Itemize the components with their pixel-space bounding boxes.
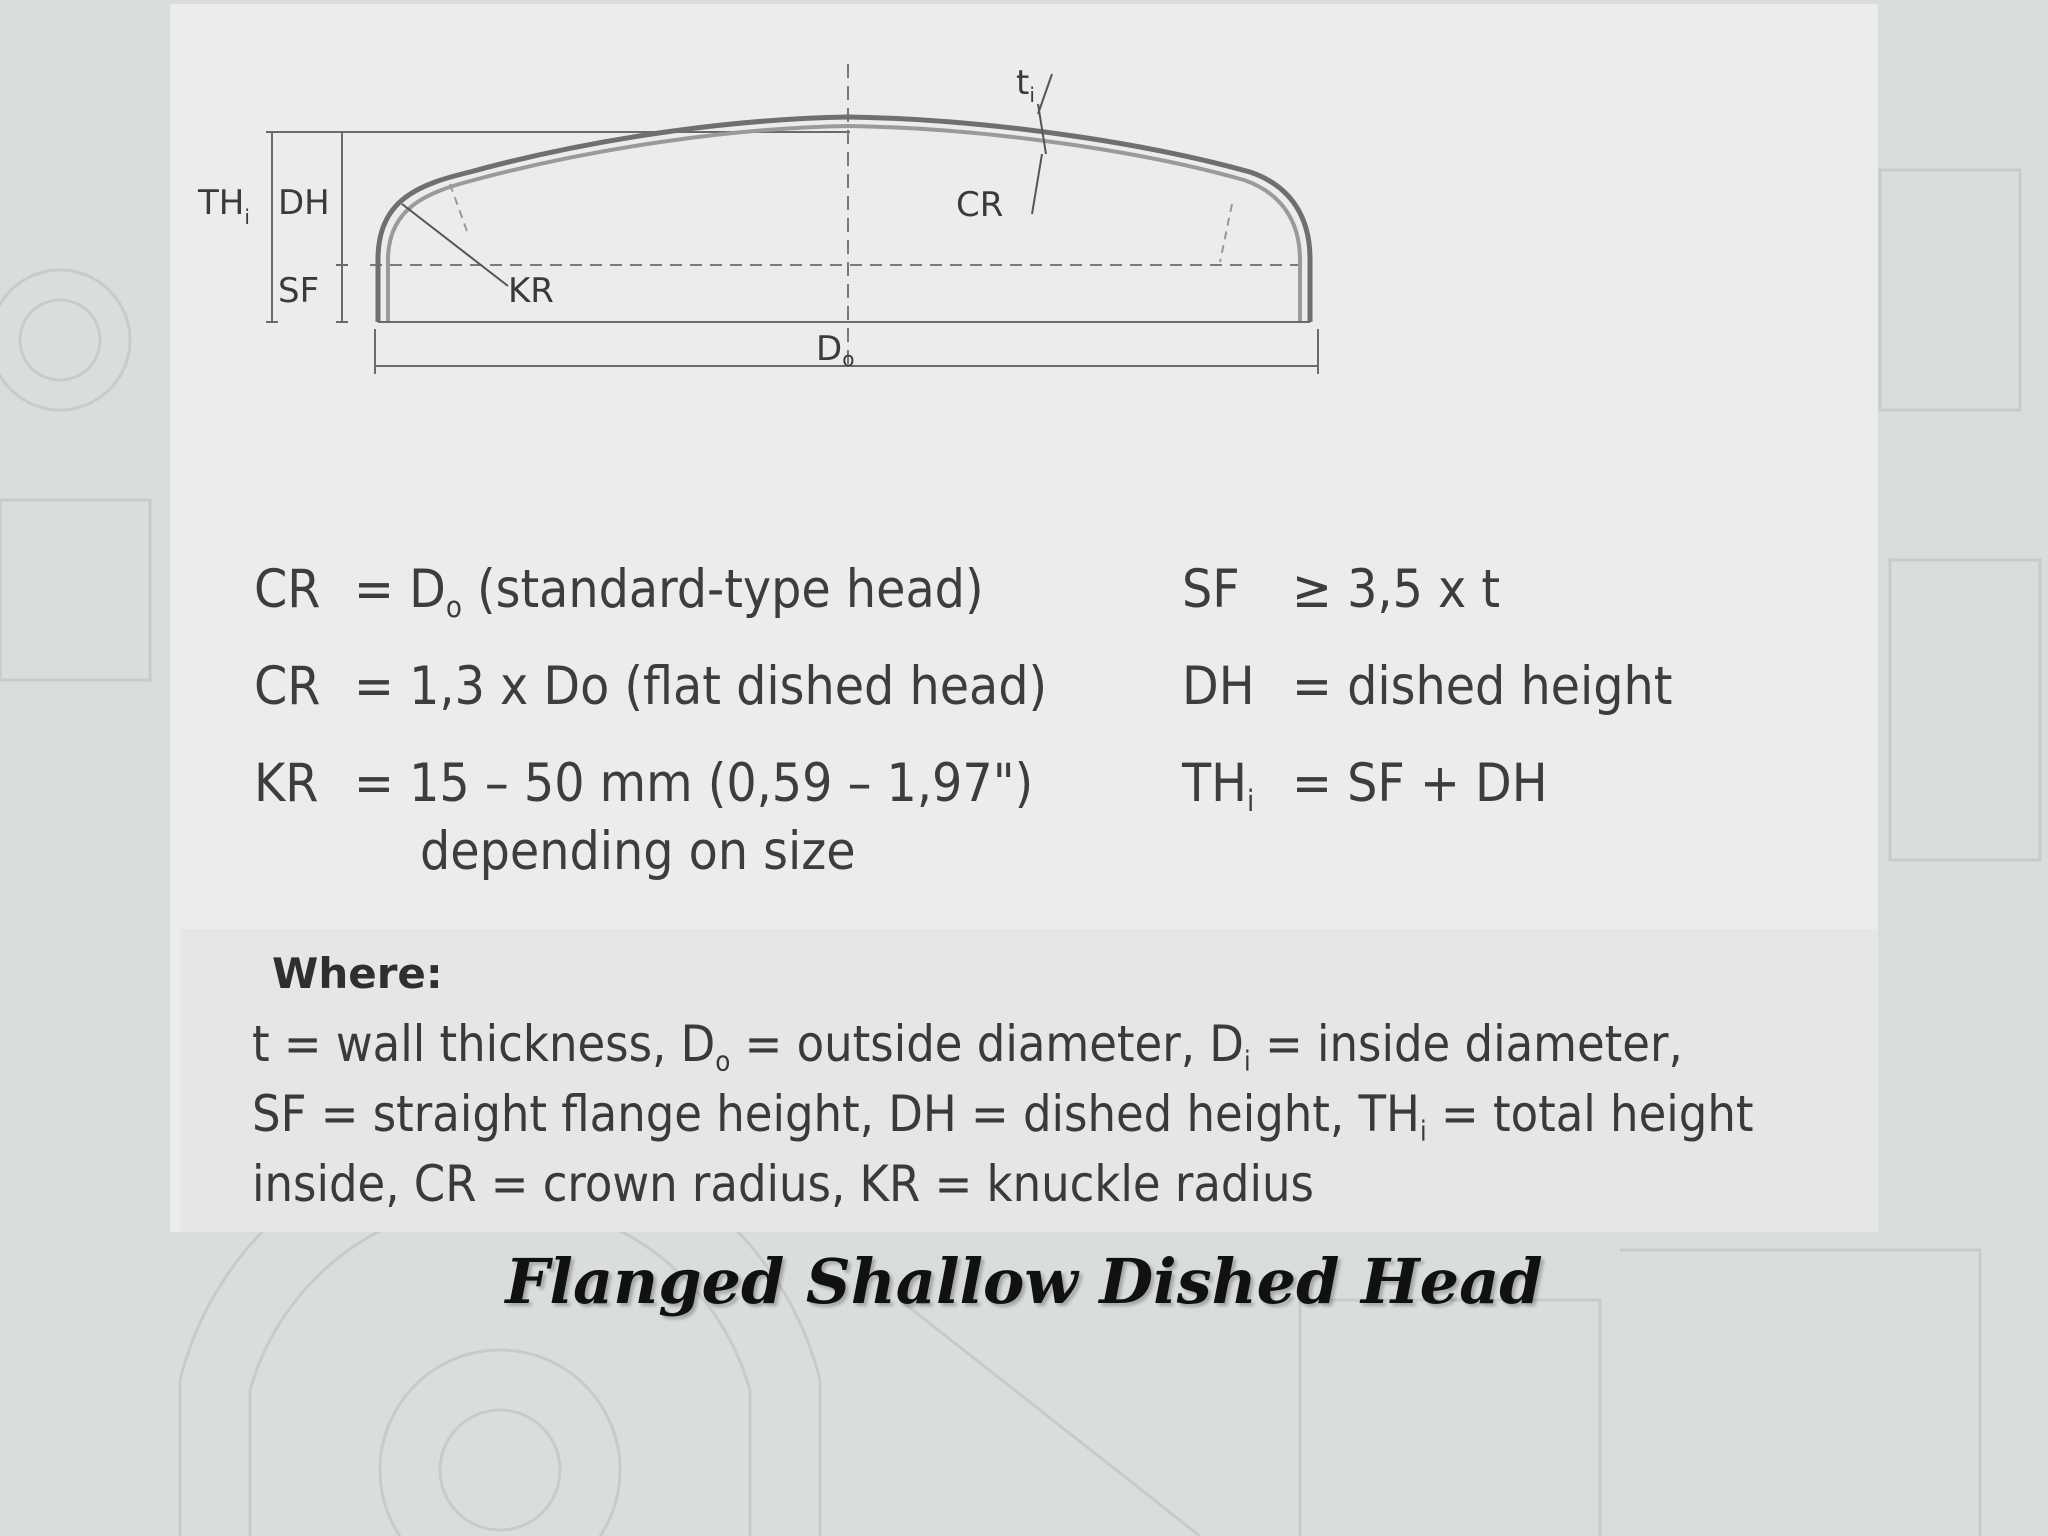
slide-caption: Flanged Shallow Dished Head: [505, 1245, 1543, 1318]
formula-key: DH: [1182, 656, 1255, 717]
formula-value: = 15 – 50 mm (0,59 – 1,97"): [354, 753, 1034, 814]
formula-key: KR: [254, 753, 319, 814]
formula-key: CR: [254, 559, 321, 620]
formula-value: = dished height: [1292, 656, 1673, 717]
dished-head-diagram: [170, 4, 1878, 424]
formula-key: SF: [1182, 559, 1240, 620]
label-th: $TH_i$: [198, 183, 250, 229]
formula-key: CR: [254, 656, 321, 717]
label-t: $t_i$: [1016, 63, 1035, 107]
formula-value: ≥ 3,5 x t: [1292, 559, 1501, 620]
formula-value: = $D_o$ (standard-type head): [354, 559, 984, 625]
formula-value: = 1,3 x Do (flat dished head): [354, 656, 1048, 717]
label-dh: DH: [278, 183, 330, 223]
label-sf: SF: [278, 271, 320, 311]
formula-block: [254, 559, 1814, 899]
formula-value: = SF + DH: [1292, 753, 1548, 814]
diagram-card: [170, 4, 1878, 1232]
formula-key: $TH_i$: [1182, 753, 1255, 819]
label-kr: KR: [508, 271, 554, 311]
where-line-3: inside, CR = crown radius, KR = knuckle radius: [252, 1155, 1314, 1213]
where-line-2: SF = straight flange height, DH = dished height, $TH_i$ = total height: [252, 1085, 1754, 1148]
where-title: Where:: [272, 949, 443, 998]
label-do: Do: [816, 329, 855, 371]
where-line-1: t = wall thickness, $D_o$ = outside diameter, $D_i$ = inside diameter,: [252, 1015, 1683, 1078]
where-legend: [180, 929, 1878, 1232]
label-cr: CR: [956, 185, 1004, 225]
formula-kr-note: depending on size: [420, 821, 856, 882]
